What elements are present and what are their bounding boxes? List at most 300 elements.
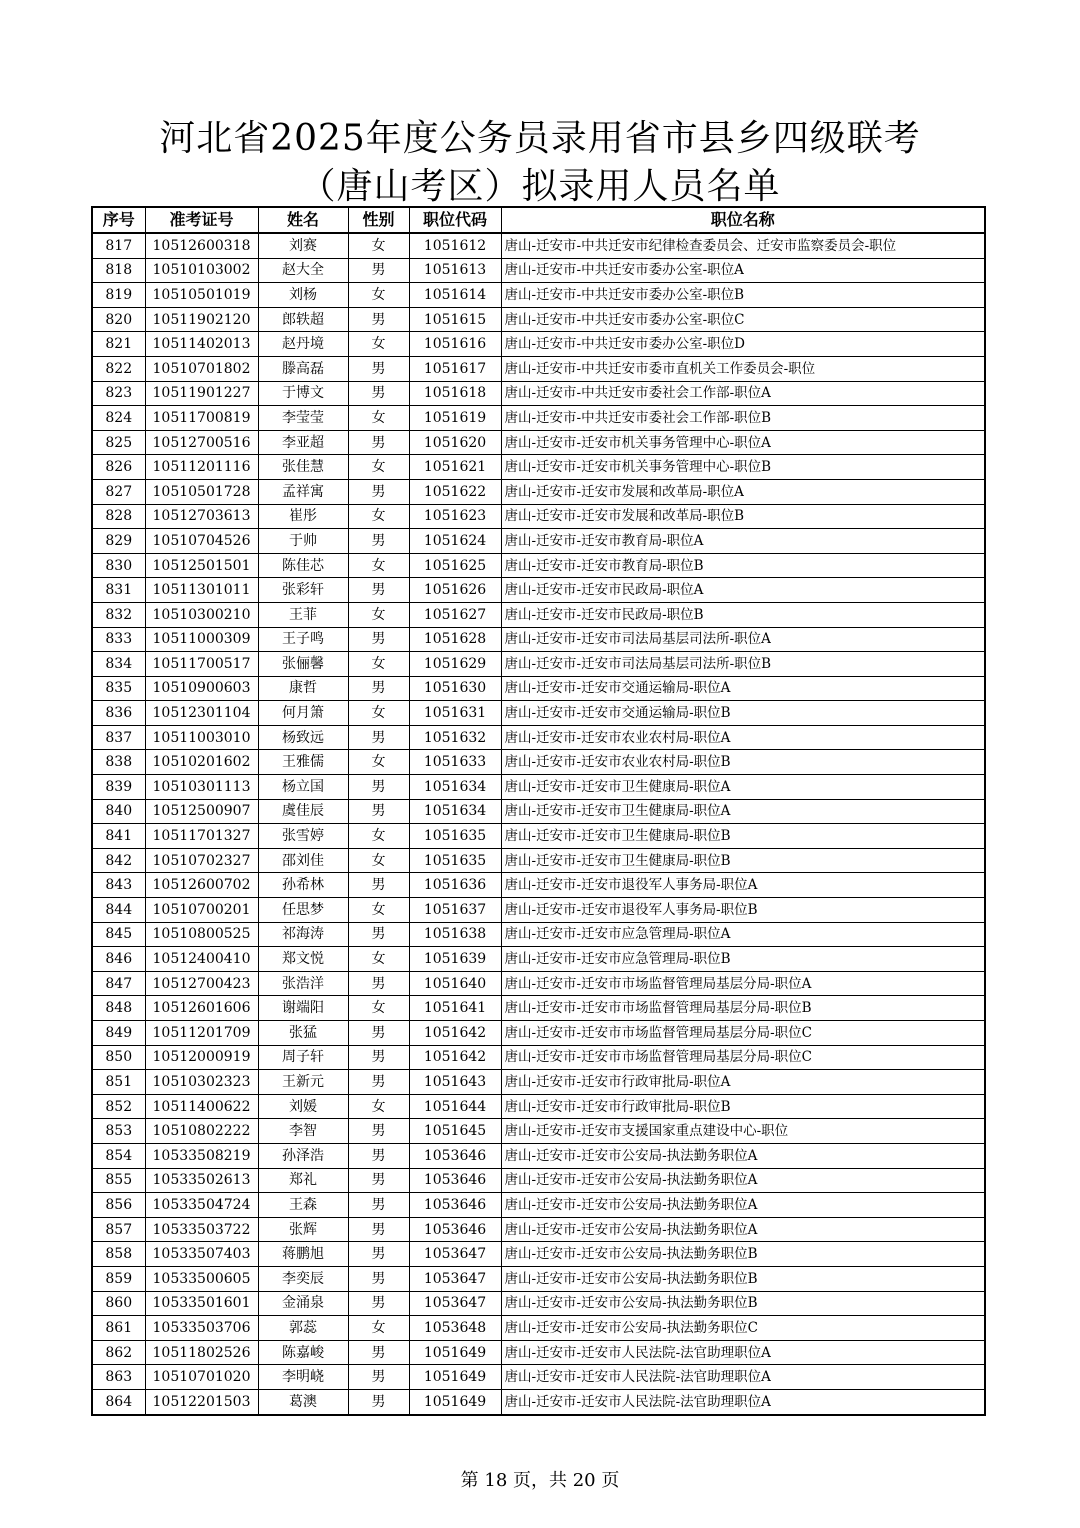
- cell-position-code: 1051612: [409, 233, 501, 258]
- cell-position-name: 唐山-迁安市-迁安市司法局基层司法所-职位B: [501, 652, 985, 677]
- table-row: [92, 1266, 985, 1291]
- cell-position-name: 唐山-迁安市-中共迁安市委社会工作部-职位B: [501, 406, 985, 431]
- column-header-name: 姓名: [258, 207, 348, 233]
- cell-gender: 男: [348, 1143, 409, 1168]
- cell-position-name: 唐山-迁安市-迁安市农业农村局-职位A: [501, 725, 985, 750]
- cell-position-code: 1053647: [409, 1242, 501, 1267]
- table-row: [92, 578, 985, 603]
- cell-position-code: 1051643: [409, 1070, 501, 1095]
- cell-index: 825: [92, 430, 145, 455]
- cell-position-name: 唐山-迁安市-迁安市卫生健康局-职位B: [501, 824, 985, 849]
- cell-exam-id: 10512201503: [145, 1389, 258, 1414]
- cell-index: 864: [92, 1389, 145, 1414]
- cell-position-code: 1051632: [409, 725, 501, 750]
- cell-exam-id: 10512600318: [145, 233, 258, 258]
- table-row: [92, 652, 985, 677]
- cell-index: 863: [92, 1365, 145, 1390]
- cell-exam-id: 10511701327: [145, 824, 258, 849]
- cell-gender: 男: [348, 529, 409, 554]
- cell-gender: 女: [348, 455, 409, 480]
- cell-name: 崔彤: [258, 504, 348, 529]
- cell-position-code: 1051635: [409, 848, 501, 873]
- cell-position-code: 1051630: [409, 676, 501, 701]
- cell-index: 826: [92, 455, 145, 480]
- cell-position-name: 唐山-迁安市-迁安市机关事务管理中心-职位A: [501, 430, 985, 455]
- cell-name: 蒋鹏旭: [258, 1242, 348, 1267]
- cell-index: 849: [92, 1021, 145, 1046]
- cell-position-name: 唐山-迁安市-迁安市公安局-执法勤务职位B: [501, 1291, 985, 1316]
- cell-index: 861: [92, 1316, 145, 1341]
- table-row: [92, 529, 985, 554]
- table-row: [92, 1193, 985, 1218]
- table-row: [92, 922, 985, 947]
- cell-gender: 男: [348, 676, 409, 701]
- cell-position-code: 1053647: [409, 1291, 501, 1316]
- cell-name: 谢端阳: [258, 996, 348, 1021]
- table-row: [92, 775, 985, 800]
- cell-position-code: 1051613: [409, 258, 501, 283]
- cell-position-name: 唐山-迁安市-迁安市教育局-职位A: [501, 529, 985, 554]
- cell-position-name: 唐山-迁安市-迁安市市场监督管理局基层分局-职位C: [501, 1021, 985, 1046]
- cell-position-name: 唐山-迁安市-迁安市公安局-执法勤务职位B: [501, 1266, 985, 1291]
- table-row: [92, 1242, 985, 1267]
- table-row: [92, 406, 985, 431]
- cell-index: 859: [92, 1266, 145, 1291]
- cell-name: 孟祥寓: [258, 479, 348, 504]
- cell-exam-id: 10512501501: [145, 553, 258, 578]
- table-row: [92, 479, 985, 504]
- cell-index: 823: [92, 381, 145, 406]
- cell-position-name: 唐山-迁安市-迁安市农业农村局-职位B: [501, 750, 985, 775]
- cell-index: 854: [92, 1143, 145, 1168]
- cell-gender: 男: [348, 1045, 409, 1070]
- cell-gender: 男: [348, 775, 409, 800]
- cell-exam-id: 10512600702: [145, 873, 258, 898]
- table-row: [92, 283, 985, 308]
- cell-gender: 女: [348, 750, 409, 775]
- cell-position-code: 1051624: [409, 529, 501, 554]
- cell-name: 张浩洋: [258, 971, 348, 996]
- cell-position-code: 1051642: [409, 1045, 501, 1070]
- cell-name: 赵大全: [258, 258, 348, 283]
- cell-name: 刘媛: [258, 1094, 348, 1119]
- cell-gender: 女: [348, 701, 409, 726]
- cell-index: 817: [92, 233, 145, 258]
- cell-position-name: 唐山-迁安市-迁安市应急管理局-职位A: [501, 922, 985, 947]
- cell-position-name: 唐山-迁安市-迁安市人民法院-法官助理职位A: [501, 1365, 985, 1390]
- cell-name: 孙希林: [258, 873, 348, 898]
- cell-name: 郎轶超: [258, 307, 348, 332]
- table-row: [92, 725, 985, 750]
- cell-exam-id: 10512301104: [145, 701, 258, 726]
- table-header-row: [92, 207, 985, 233]
- cell-name: 孙泽浩: [258, 1143, 348, 1168]
- cell-index: 857: [92, 1217, 145, 1242]
- table-row: [92, 1168, 985, 1193]
- cell-gender: 女: [348, 947, 409, 972]
- cell-exam-id: 10512000919: [145, 1045, 258, 1070]
- cell-position-code: 1053648: [409, 1316, 501, 1341]
- cell-exam-id: 10533503706: [145, 1316, 258, 1341]
- cell-exam-id: 10511201709: [145, 1021, 258, 1046]
- cell-position-code: 1051621: [409, 455, 501, 480]
- cell-position-name: 唐山-迁安市-中共迁安市委办公室-职位A: [501, 258, 985, 283]
- cell-exam-id: 10510802222: [145, 1119, 258, 1144]
- cell-position-name: 唐山-迁安市-迁安市公安局-执法勤务职位A: [501, 1143, 985, 1168]
- cell-position-name: 唐山-迁安市-中共迁安市委办公室-职位D: [501, 332, 985, 357]
- cell-index: 830: [92, 553, 145, 578]
- cell-name: 赵丹境: [258, 332, 348, 357]
- cell-position-name: 唐山-迁安市-中共迁安市委社会工作部-职位A: [501, 381, 985, 406]
- cell-gender: 男: [348, 627, 409, 652]
- cell-gender: 男: [348, 307, 409, 332]
- table-row: [92, 898, 985, 923]
- cell-gender: 女: [348, 898, 409, 923]
- cell-name: 张彩轩: [258, 578, 348, 603]
- cell-gender: 男: [348, 1168, 409, 1193]
- cell-index: 827: [92, 479, 145, 504]
- cell-position-code: 1051629: [409, 652, 501, 677]
- cell-gender: 女: [348, 332, 409, 357]
- cell-position-name: 唐山-迁安市-迁安市行政审批局-职位A: [501, 1070, 985, 1095]
- cell-position-name: 唐山-迁安市-迁安市交通运输局-职位B: [501, 701, 985, 726]
- cell-gender: 男: [348, 725, 409, 750]
- cell-position-code: 1051641: [409, 996, 501, 1021]
- cell-name: 祁海涛: [258, 922, 348, 947]
- cell-position-code: 1051645: [409, 1119, 501, 1144]
- cell-index: 858: [92, 1242, 145, 1267]
- cell-name: 王新元: [258, 1070, 348, 1095]
- cell-name: 邵刘佳: [258, 848, 348, 873]
- cell-position-name: 唐山-迁安市-迁安市行政审批局-职位B: [501, 1094, 985, 1119]
- cell-index: 862: [92, 1340, 145, 1365]
- cell-index: 860: [92, 1291, 145, 1316]
- cell-position-code: 1051618: [409, 381, 501, 406]
- cell-exam-id: 10510701802: [145, 356, 258, 381]
- table-row: [92, 701, 985, 726]
- cell-position-code: 1051616: [409, 332, 501, 357]
- table-row: [92, 602, 985, 627]
- table-row: [92, 1291, 985, 1316]
- cell-position-code: 1051625: [409, 553, 501, 578]
- table-row: [92, 750, 985, 775]
- table-row: [92, 233, 985, 258]
- cell-index: 828: [92, 504, 145, 529]
- cell-position-code: 1053646: [409, 1193, 501, 1218]
- table-row: [92, 627, 985, 652]
- cell-gender: 男: [348, 258, 409, 283]
- cell-exam-id: 10533503722: [145, 1217, 258, 1242]
- cell-position-name: 唐山-迁安市-迁安市发展和改革局-职位A: [501, 479, 985, 504]
- cell-index: 846: [92, 947, 145, 972]
- cell-exam-id: 10511901227: [145, 381, 258, 406]
- cell-index: 855: [92, 1168, 145, 1193]
- cell-position-name: 唐山-迁安市-中共迁安市纪律检查委员会、迁安市监察委员会-职位: [501, 233, 985, 258]
- document-title-line2: （唐山考区）拟录用人员名单: [299, 166, 781, 207]
- cell-name: 李亚超: [258, 430, 348, 455]
- cell-index: 829: [92, 529, 145, 554]
- table-row: [92, 1119, 985, 1144]
- cell-index: 835: [92, 676, 145, 701]
- cell-gender: 男: [348, 1021, 409, 1046]
- cell-exam-id: 10510700201: [145, 898, 258, 923]
- cell-name: 王子鸣: [258, 627, 348, 652]
- cell-name: 康哲: [258, 676, 348, 701]
- cell-position-code: 1051627: [409, 602, 501, 627]
- cell-gender: 女: [348, 233, 409, 258]
- cell-gender: 女: [348, 504, 409, 529]
- cell-exam-id: 10511700517: [145, 652, 258, 677]
- cell-exam-id: 10533500605: [145, 1266, 258, 1291]
- cell-index: 844: [92, 898, 145, 923]
- cell-gender: 男: [348, 1365, 409, 1390]
- cell-position-code: 1051639: [409, 947, 501, 972]
- cell-gender: 男: [348, 799, 409, 824]
- cell-gender: 女: [348, 996, 409, 1021]
- cell-name: 金涌泉: [258, 1291, 348, 1316]
- cell-gender: 男: [348, 873, 409, 898]
- table-row: [92, 356, 985, 381]
- cell-index: 824: [92, 406, 145, 431]
- cell-name: 何月箫: [258, 701, 348, 726]
- cell-exam-id: 10510501019: [145, 283, 258, 308]
- cell-position-name: 唐山-迁安市-迁安市交通运输局-职位A: [501, 676, 985, 701]
- cell-gender: 男: [348, 381, 409, 406]
- cell-index: 856: [92, 1193, 145, 1218]
- cell-position-name: 唐山-迁安市-迁安市人民法院-法官助理职位A: [501, 1389, 985, 1414]
- cell-name: 张雪婷: [258, 824, 348, 849]
- cell-name: 李莹莹: [258, 406, 348, 431]
- table-row: [92, 947, 985, 972]
- cell-position-code: 1051619: [409, 406, 501, 431]
- cell-exam-id: 10533504724: [145, 1193, 258, 1218]
- cell-exam-id: 10511400622: [145, 1094, 258, 1119]
- cell-exam-id: 10511700819: [145, 406, 258, 431]
- cell-position-code: 1051644: [409, 1094, 501, 1119]
- table-row: [92, 430, 985, 455]
- cell-index: 818: [92, 258, 145, 283]
- cell-position-code: 1053646: [409, 1143, 501, 1168]
- cell-position-code: 1051637: [409, 898, 501, 923]
- cell-index: 837: [92, 725, 145, 750]
- cell-index: 833: [92, 627, 145, 652]
- column-header-exam-id: 准考证号: [145, 207, 258, 233]
- cell-gender: 男: [348, 1193, 409, 1218]
- cell-position-name: 唐山-迁安市-迁安市市场监督管理局基层分局-职位C: [501, 1045, 985, 1070]
- cell-exam-id: 10510301113: [145, 775, 258, 800]
- cell-name: 葛澳: [258, 1389, 348, 1414]
- cell-position-code: 1051615: [409, 307, 501, 332]
- table-row: [92, 824, 985, 849]
- cell-position-code: 1053646: [409, 1168, 501, 1193]
- cell-position-code: 1053647: [409, 1266, 501, 1291]
- cell-index: 831: [92, 578, 145, 603]
- cell-position-code: 1051636: [409, 873, 501, 898]
- cell-name: 刘杨: [258, 283, 348, 308]
- cell-exam-id: 10510103002: [145, 258, 258, 283]
- cell-index: 847: [92, 971, 145, 996]
- table-row: [92, 996, 985, 1021]
- cell-position-name: 唐山-迁安市-迁安市卫生健康局-职位A: [501, 799, 985, 824]
- table-row: [92, 971, 985, 996]
- cell-exam-id: 10511802526: [145, 1340, 258, 1365]
- cell-position-code: 1051617: [409, 356, 501, 381]
- cell-name: 王菲: [258, 602, 348, 627]
- cell-gender: 男: [348, 971, 409, 996]
- cell-exam-id: 10512703613: [145, 504, 258, 529]
- table-row: [92, 1070, 985, 1095]
- column-header-gender: 性别: [348, 207, 409, 233]
- cell-exam-id: 10533501601: [145, 1291, 258, 1316]
- table-row: [92, 1045, 985, 1070]
- cell-gender: 女: [348, 553, 409, 578]
- cell-gender: 男: [348, 1217, 409, 1242]
- cell-exam-id: 10511201116: [145, 455, 258, 480]
- cell-name: 李明峣: [258, 1365, 348, 1390]
- cell-position-code: 1051622: [409, 479, 501, 504]
- cell-name: 李智: [258, 1119, 348, 1144]
- cell-index: 850: [92, 1045, 145, 1070]
- document-title-line1: 河北省2025年度公务员录用省市县乡四级联考: [159, 118, 921, 159]
- cell-name: 于帅: [258, 529, 348, 554]
- cell-position-code: 1051638: [409, 922, 501, 947]
- cell-name: 任思梦: [258, 898, 348, 923]
- cell-index: 821: [92, 332, 145, 357]
- cell-exam-id: 10512700516: [145, 430, 258, 455]
- column-header-index: 序号: [92, 207, 145, 233]
- cell-position-code: 1053646: [409, 1217, 501, 1242]
- cell-name: 杨致远: [258, 725, 348, 750]
- cell-position-name: 唐山-迁安市-迁安市卫生健康局-职位B: [501, 848, 985, 873]
- cell-position-code: 1051649: [409, 1340, 501, 1365]
- cell-name: 杨立国: [258, 775, 348, 800]
- cell-position-code: 1051634: [409, 775, 501, 800]
- cell-position-code: 1051635: [409, 824, 501, 849]
- cell-position-name: 唐山-迁安市-迁安市退役军人事务局-职位B: [501, 898, 985, 923]
- cell-gender: 男: [348, 1266, 409, 1291]
- cell-index: 820: [92, 307, 145, 332]
- table-row: [92, 873, 985, 898]
- table-row: [92, 455, 985, 480]
- cell-index: 822: [92, 356, 145, 381]
- table-row: [92, 332, 985, 357]
- cell-position-name: 唐山-迁安市-迁安市支援国家重点建设中心-职位: [501, 1119, 985, 1144]
- table-row: [92, 504, 985, 529]
- table-row: [92, 258, 985, 283]
- cell-name: 刘赛: [258, 233, 348, 258]
- cell-position-name: 唐山-迁安市-迁安市公安局-执法勤务职位A: [501, 1168, 985, 1193]
- cell-gender: 男: [348, 479, 409, 504]
- table-row: [92, 307, 985, 332]
- cell-exam-id: 10511301011: [145, 578, 258, 603]
- cell-position-name: 唐山-迁安市-迁安市司法局基层司法所-职位A: [501, 627, 985, 652]
- cell-index: 841: [92, 824, 145, 849]
- cell-gender: 男: [348, 922, 409, 947]
- cell-gender: 女: [348, 848, 409, 873]
- cell-exam-id: 10510800525: [145, 922, 258, 947]
- cell-name: 陈嘉峻: [258, 1340, 348, 1365]
- cell-gender: 女: [348, 602, 409, 627]
- cell-exam-id: 10511003010: [145, 725, 258, 750]
- cell-exam-id: 10512601606: [145, 996, 258, 1021]
- table-row: [92, 1143, 985, 1168]
- table-row: [92, 799, 985, 824]
- table-row: [92, 381, 985, 406]
- cell-index: 819: [92, 283, 145, 308]
- cell-gender: 男: [348, 1070, 409, 1095]
- table-body: [92, 233, 985, 1415]
- cell-position-code: 1051631: [409, 701, 501, 726]
- cell-position-name: 唐山-迁安市-迁安市应急管理局-职位B: [501, 947, 985, 972]
- cell-position-name: 唐山-迁安市-中共迁安市委市直机关工作委员会-职位: [501, 356, 985, 381]
- cell-index: 843: [92, 873, 145, 898]
- page-footer: 第 18 页，共 20 页: [460, 1470, 620, 1491]
- cell-gender: 男: [348, 356, 409, 381]
- cell-index: 838: [92, 750, 145, 775]
- cell-position-name: 唐山-迁安市-迁安市公安局-执法勤务职位B: [501, 1242, 985, 1267]
- cell-exam-id: 10512500907: [145, 799, 258, 824]
- cell-index: 851: [92, 1070, 145, 1095]
- cell-index: 832: [92, 602, 145, 627]
- candidate-table: [91, 206, 986, 1416]
- cell-position-name: 唐山-迁安市-迁安市民政局-职位B: [501, 602, 985, 627]
- cell-gender: 男: [348, 578, 409, 603]
- cell-position-code: 1051628: [409, 627, 501, 652]
- cell-name: 陈佳芯: [258, 553, 348, 578]
- cell-exam-id: 10511000309: [145, 627, 258, 652]
- cell-gender: 男: [348, 1119, 409, 1144]
- cell-position-name: 唐山-迁安市-迁安市卫生健康局-职位A: [501, 775, 985, 800]
- cell-gender: 女: [348, 824, 409, 849]
- cell-name: 于博文: [258, 381, 348, 406]
- cell-position-name: 唐山-迁安市-迁安市人民法院-法官助理职位A: [501, 1340, 985, 1365]
- cell-exam-id: 10512700423: [145, 971, 258, 996]
- cell-name: 虞佳辰: [258, 799, 348, 824]
- cell-position-name: 唐山-迁安市-迁安市民政局-职位A: [501, 578, 985, 603]
- cell-exam-id: 10510300210: [145, 602, 258, 627]
- cell-name: 郑文悦: [258, 947, 348, 972]
- cell-gender: 男: [348, 1389, 409, 1414]
- cell-gender: 男: [348, 1291, 409, 1316]
- cell-exam-id: 10510201602: [145, 750, 258, 775]
- cell-position-code: 1051620: [409, 430, 501, 455]
- cell-position-name: 唐山-迁安市-迁安市退役军人事务局-职位A: [501, 873, 985, 898]
- cell-position-code: 1051649: [409, 1389, 501, 1414]
- cell-exam-id: 10510302323: [145, 1070, 258, 1095]
- cell-position-name: 唐山-迁安市-迁安市公安局-执法勤务职位C: [501, 1316, 985, 1341]
- cell-index: 834: [92, 652, 145, 677]
- cell-gender: 男: [348, 1242, 409, 1267]
- cell-name: 张辉: [258, 1217, 348, 1242]
- cell-name: 滕高磊: [258, 356, 348, 381]
- cell-position-code: 1051633: [409, 750, 501, 775]
- cell-position-name: 唐山-迁安市-迁安市公安局-执法勤务职位A: [501, 1193, 985, 1218]
- cell-position-code: 1051626: [409, 578, 501, 603]
- cell-index: 842: [92, 848, 145, 873]
- cell-gender: 女: [348, 406, 409, 431]
- table-row: [92, 1217, 985, 1242]
- table-row: [92, 1365, 985, 1390]
- cell-name: 张佳慧: [258, 455, 348, 480]
- cell-position-name: 唐山-迁安市-中共迁安市委办公室-职位B: [501, 283, 985, 308]
- cell-exam-id: 10510701020: [145, 1365, 258, 1390]
- cell-index: 853: [92, 1119, 145, 1144]
- cell-name: 周子轩: [258, 1045, 348, 1070]
- cell-position-code: 1051614: [409, 283, 501, 308]
- cell-position-name: 唐山-迁安市-迁安市市场监督管理局基层分局-职位B: [501, 996, 985, 1021]
- table-row: [92, 553, 985, 578]
- cell-name: 王雅儒: [258, 750, 348, 775]
